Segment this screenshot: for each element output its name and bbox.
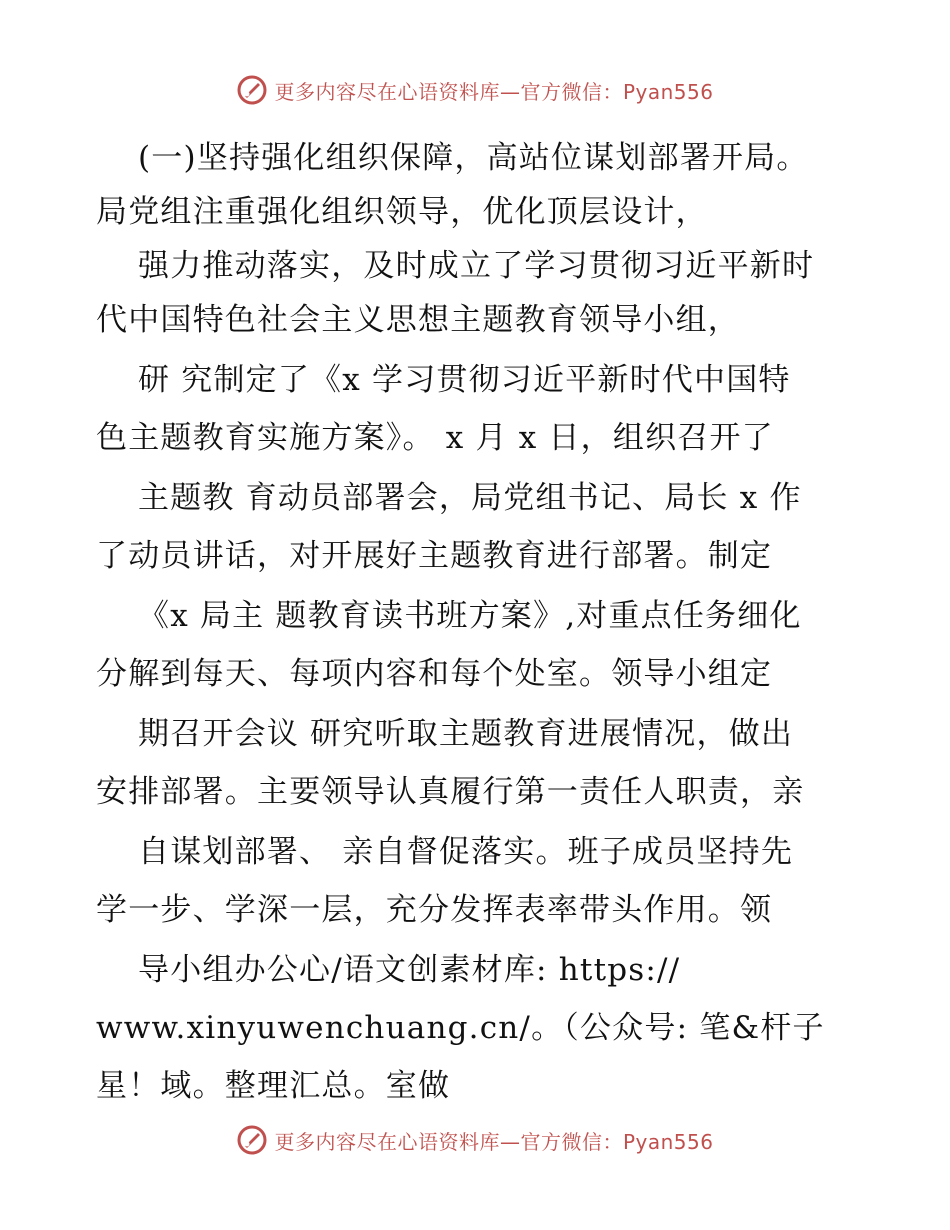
text-line-17: 星！域。整理汇总。室做 bbox=[96, 1068, 451, 1104]
text-line-1: (一)坚持强化组织保障，高站位谋划部署开局。 bbox=[138, 140, 809, 176]
text-line-10: 分解到每天、每项内容和每个处室。领导小组定 bbox=[96, 656, 773, 692]
text-line-12: 安排部署。主要领导认真履行第一责任人职责，亲 bbox=[96, 774, 805, 810]
text-line-8: 了动员讲话，对开展好主题教育进行部署。制定 bbox=[96, 538, 773, 574]
footer-banner-text: 更多内容尽在心语资料库—官方微信：Pyan556 bbox=[274, 1129, 714, 1154]
text-line-14: 学一步、学深一层，充分发挥表率带头作用。领 bbox=[96, 892, 773, 928]
red-circle-quill-icon bbox=[236, 1124, 268, 1156]
header-banner bbox=[0, 70, 950, 110]
text-line-7: 主题教 育动员部署会，局党组书记、局长 x 作 bbox=[138, 480, 802, 516]
text-line-16: www.xinyuwenchuang.cn/。（公众号: 笔&杆子 bbox=[96, 1010, 825, 1046]
text-line-6: 色主题教育实施方案》。 x 月 x 日，组织召开了 bbox=[96, 420, 774, 456]
text-line-15: 导小组办公心/语文创素材库: https:// bbox=[138, 952, 681, 988]
text-line-3: 强力推动落实，及时成立了学习贯彻习近平新时 bbox=[138, 248, 815, 284]
footer-banner bbox=[0, 1120, 950, 1160]
text-line-9: 《x 局主 题教育读书班方案》,对重点任务细化 bbox=[138, 598, 802, 634]
red-circle-quill-icon bbox=[236, 74, 268, 106]
text-line-5: 研 究制定了《x 学习贯彻习近平新时代中国特 bbox=[138, 362, 791, 398]
text-line-13: 自谋划部署、 亲自督促落实。班子成员坚持先 bbox=[138, 834, 794, 870]
header-banner-text: 更多内容尽在心语资料库—官方微信：Pyan556 bbox=[274, 79, 714, 104]
text-line-2: 局党组注重强化组织领导，优化顶层设计， bbox=[96, 194, 708, 230]
text-line-11: 期召开会议 研究听取主题教育进展情况，做出 bbox=[138, 716, 794, 752]
text-line-4: 代中国特色社会主义思想主题教育领导小组， bbox=[96, 302, 740, 338]
